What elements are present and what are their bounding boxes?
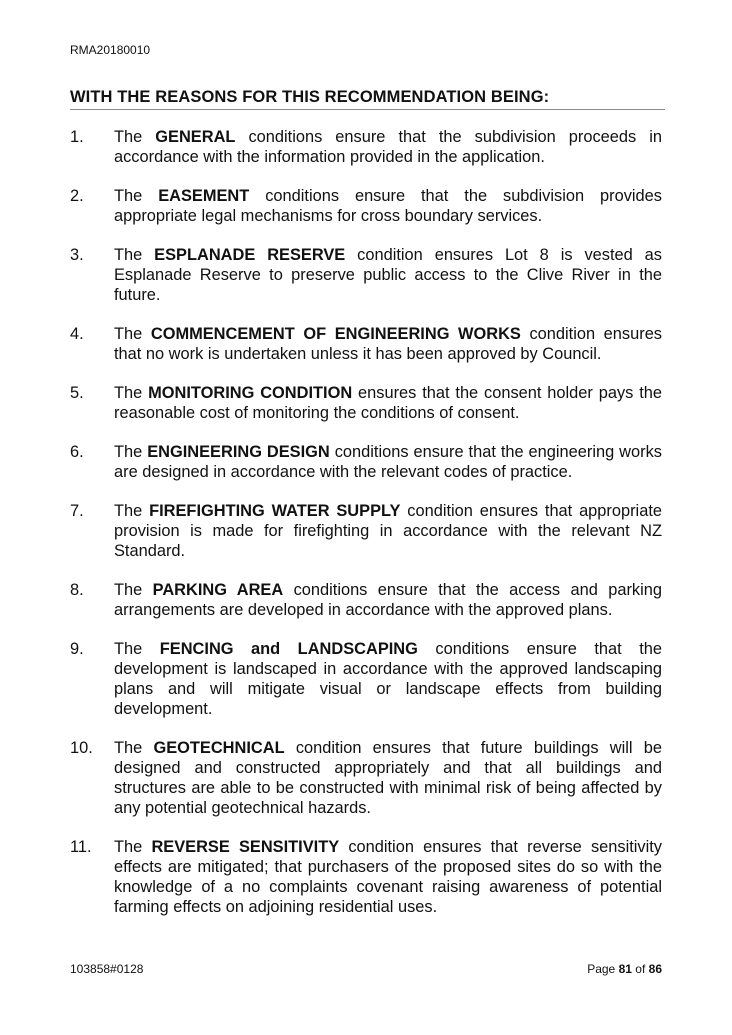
item-number: 11. bbox=[70, 838, 92, 856]
item-text: ensures that the consent holder pays the reasonable cost of monitoring the conditions of consent. bbox=[114, 384, 662, 422]
item-term: COMMENCEMENT OF ENGINEERING WORKS bbox=[150, 325, 521, 343]
item-text: condition ensures that no work is undertaken unless it has been approved by Council. bbox=[114, 325, 662, 363]
page-current: 81 bbox=[618, 962, 632, 976]
list-item bbox=[70, 580, 662, 620]
item-term: EASEMENT bbox=[158, 187, 250, 205]
item-number: 10. bbox=[70, 739, 93, 757]
item-prefix: The bbox=[114, 502, 150, 520]
item-number: 8. bbox=[70, 581, 84, 599]
section-heading: WITH THE REASONS FOR THIS RECOMMENDATION BEING: bbox=[70, 88, 665, 110]
list-item bbox=[70, 501, 662, 561]
item-prefix: The bbox=[114, 187, 159, 205]
item-prefix: The bbox=[114, 640, 160, 658]
item-number: 5. bbox=[70, 384, 84, 402]
page-total: 86 bbox=[648, 962, 662, 976]
item-text: condition ensures Lot 8 is vested as Esplanade Reserve to preserve public access to the Clive River in the future. bbox=[114, 246, 662, 304]
item-text: conditions ensure that the access and parking arrangements are developed in accordance with the approved plans. bbox=[114, 581, 662, 619]
item-prefix: The bbox=[114, 128, 156, 146]
page-of: of bbox=[635, 962, 646, 976]
item-prefix: The bbox=[114, 325, 151, 343]
list-item bbox=[70, 442, 662, 482]
item-term: FIREFIGHTING WATER SUPPLY bbox=[149, 502, 401, 520]
list-item bbox=[70, 245, 662, 305]
item-text: condition ensures that reverse sensitivity effects are mitigated; that purchasers of the proposed sites do so with the knowledge of a no complaints covenant raising awareness of potential farming effects on adjoining residential uses. bbox=[114, 838, 662, 916]
list-item bbox=[70, 837, 662, 917]
list-item bbox=[70, 383, 662, 423]
item-number: 4. bbox=[70, 325, 84, 343]
footer-document-id: 103858#0128 bbox=[70, 962, 144, 976]
item-number: 6. bbox=[70, 443, 84, 461]
item-text: conditions ensure that the development is landscaped in accordance with the approved landscaping plans and will mitigate visual or landscape effects from building development. bbox=[114, 640, 662, 718]
page-label: Page bbox=[587, 962, 616, 976]
document-reference: RMA20180010 bbox=[70, 43, 151, 57]
item-number: 9. bbox=[70, 640, 84, 658]
item-term: PARKING AREA bbox=[152, 581, 284, 599]
item-prefix: The bbox=[114, 443, 148, 461]
item-text: condition ensures that future buildings will be designed and constructed appropriately and that all buildings and structures are able to be constructed with minimal risk of being affected by any potential geotechnical hazards. bbox=[114, 739, 662, 817]
item-term: FENCING and LANDSCAPING bbox=[159, 640, 418, 658]
list-item bbox=[70, 127, 662, 167]
item-text: conditions ensure that the subdivision proceeds in accordance with the information provided in the application. bbox=[114, 128, 662, 166]
list-item bbox=[70, 639, 662, 719]
item-prefix: The bbox=[114, 384, 149, 402]
item-prefix: The bbox=[114, 581, 153, 599]
list-item bbox=[70, 186, 662, 226]
item-number: 3. bbox=[70, 246, 84, 264]
item-term: REVERSE SENSITIVITY bbox=[151, 838, 340, 856]
reasons-list bbox=[70, 127, 662, 936]
item-prefix: The bbox=[114, 246, 155, 264]
item-text: conditions ensure that the engineering works are designed in accordance with the relevant codes of practice. bbox=[114, 443, 662, 481]
item-number: 1. bbox=[70, 128, 84, 146]
item-term: ESPLANADE RESERVE bbox=[154, 246, 346, 264]
item-term: MONITORING CONDITION bbox=[148, 384, 353, 402]
item-prefix: The bbox=[114, 838, 152, 856]
item-number: 2. bbox=[70, 187, 84, 205]
item-term: GENERAL bbox=[155, 128, 236, 146]
item-text: condition ensures that appropriate provision is made for firefighting in accordance with the relevant NZ Standard. bbox=[114, 502, 662, 560]
list-item bbox=[70, 324, 662, 364]
item-number: 7. bbox=[70, 502, 84, 520]
item-text: conditions ensure that the subdivision provides appropriate legal mechanisms for cross boundary services. bbox=[114, 187, 662, 225]
item-prefix: The bbox=[114, 739, 154, 757]
item-term: ENGINEERING DESIGN bbox=[147, 443, 330, 461]
list-item bbox=[70, 738, 662, 818]
footer-page-number bbox=[587, 962, 662, 976]
item-term: GEOTECHNICAL bbox=[153, 739, 285, 757]
